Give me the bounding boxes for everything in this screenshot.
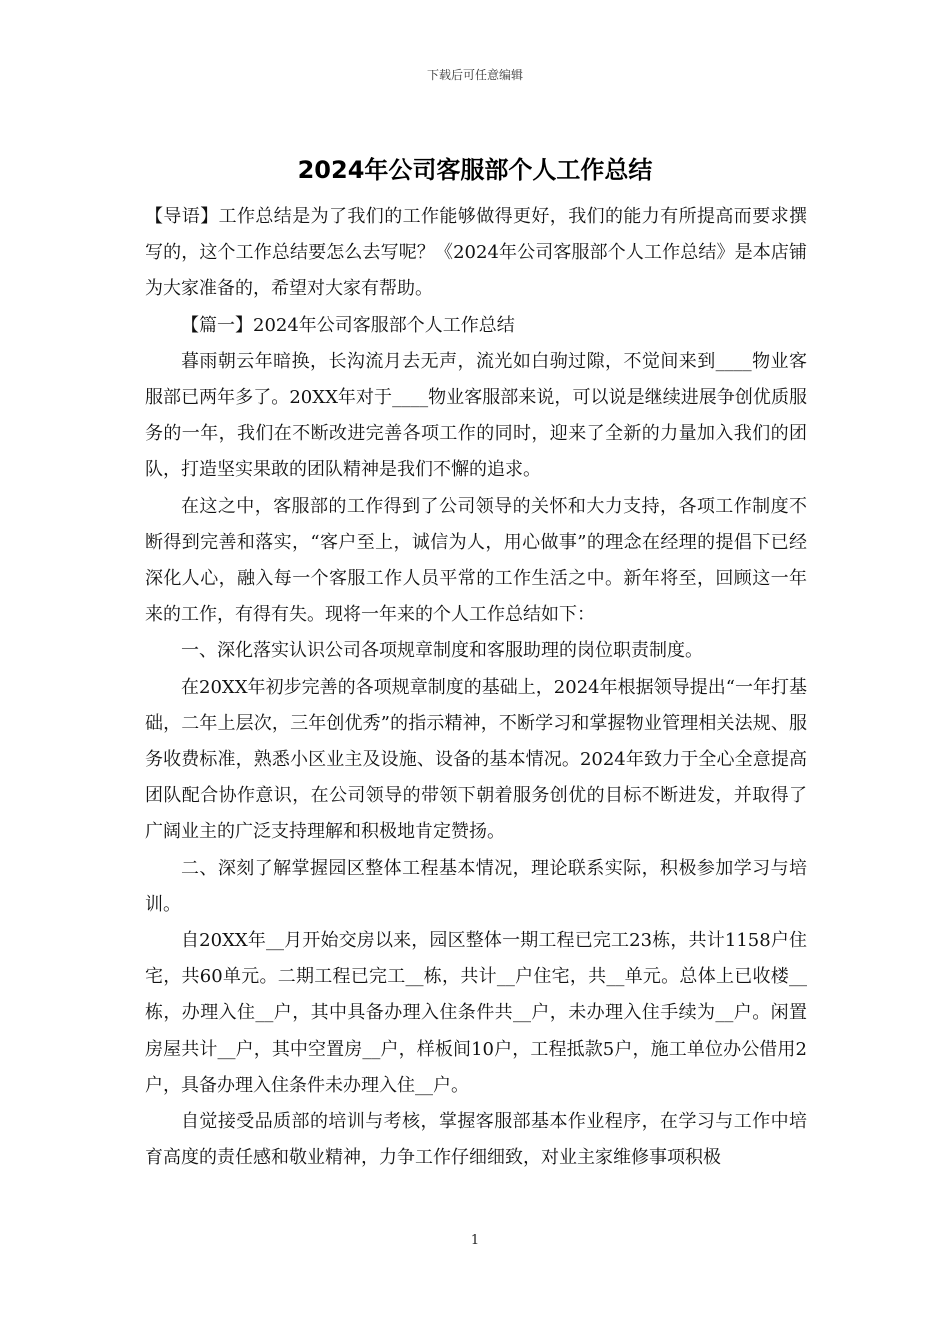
document-body [145, 199, 807, 1176]
body-paragraph: 暮雨朝云年暗换，长沟流月去无声，流光如白驹过隙，不觉间来到____物业客服部已两年多了。20XX年对于____物业客服部来说，可以说是继续进展争创优质服务的一年，我们在不断改进完善各项工作的同时，迎来了全新的力量加入我们的团队，打造坚实果敢的团队精神是我们不懈的追求。 [145, 350, 807, 481]
subsection-heading: 一、深化落实认识公司各项规章制度和客服助理的岗位职责制度。 [181, 640, 703, 662]
header-note: 下载后可任意编辑 [426, 68, 523, 82]
subsection-heading: 二、深刻了解掌握园区整体工程基本情况，理论联系实际，积极参加学习与培训。 [145, 857, 807, 915]
document-title: 2024年公司客服部个人工作总结 [297, 156, 653, 184]
body-paragraph: 自觉接受品质部的培训与考核，掌握客服部基本作业程序，在学习与工作中培育高度的责任感和敬业精神，力争工作仔细细致，对业主家维修事项积极 [145, 1111, 807, 1169]
body-paragraph: 自20XX年__月开始交房以来，园区整体一期工程已完工23栋，共计1158户住宅，共60单元。二期工程已完工__栋，共计__户住宅，共__单元。总体上已收楼__栋，办理入住__户，其中具备办理入住条件共__户，未办理入住手续为__户。闲置房屋共计__户，其中空置房__户，样板间10户，工程抵款5户，施工单位办公借用2户，具备办理入住条件未办理入住__户。 [145, 930, 807, 1096]
body-paragraph: 在20XX年初步完善的各项规章制度的基础上，2024年根据领导提出“一年打基础，二年上层次，三年创优秀”的指示精神，不断学习和掌握物业管理相关法规、服务收费标准，熟悉小区业主及设施、设备的基本情况。2024年致力于全心全意提高团队配合协作意识，在公司领导的带领下朝着服务创优的目标不断进发，并取得了广阔业主的广泛支持理解和积极地肯定赞扬。 [145, 676, 807, 843]
section-heading: 【篇一】2024年公司客服部个人工作总结 [181, 314, 515, 336]
intro-paragraph: 【导语】工作总结是为了我们的工作能够做得更好，我们的能力有所提高而要求撰写的，这个工作总结要怎么去写呢？《2024年公司客服部个人工作总结》是本店铺为大家准备的，希望对大家有帮助。 [145, 206, 807, 300]
body-paragraph: 在这之中，客服部的工作得到了公司领导的关怀和大力支持，各项工作制度不断得到完善和落实，“客户至上，诚信为人，用心做事”的理念在经理的提倡下已经深化人心，融入每一个客服工作人员平常的工作生活之中。新年将至，回顾这一年来的工作，有得有失。现将一年来的个人工作总结如下： [145, 495, 807, 626]
page-number: 1 [470, 1233, 480, 1248]
